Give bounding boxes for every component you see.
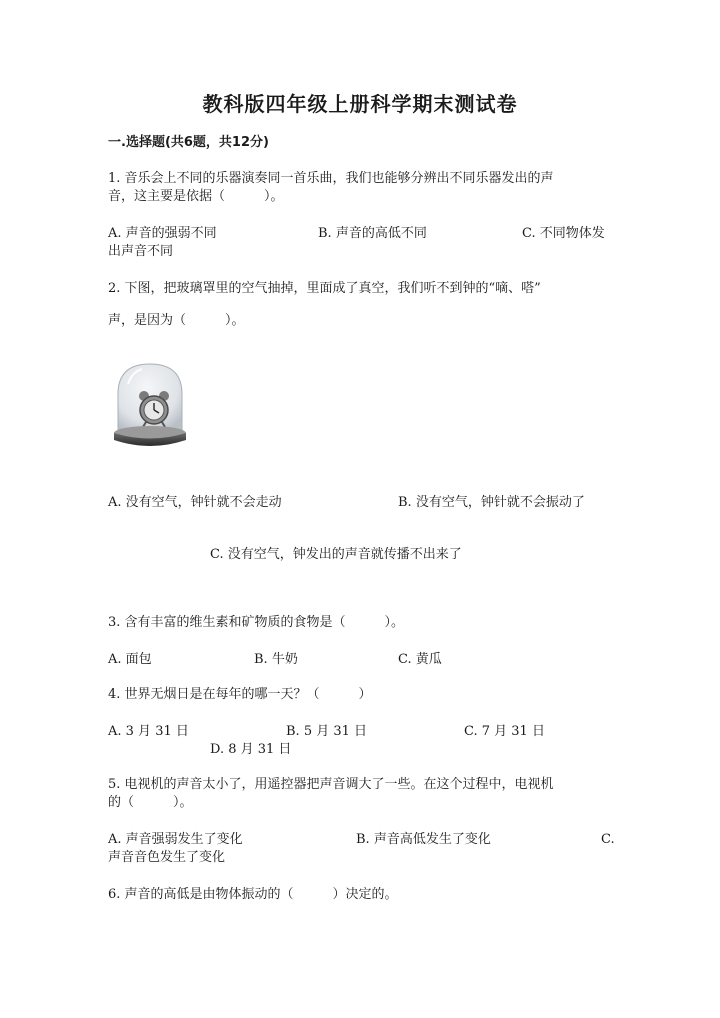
question-2-option-c: C. 没有空气，钟发出的声音就传播不出来了	[210, 547, 462, 562]
section-heading: 一.选择题(共6题，共12分)	[108, 135, 269, 150]
question-4-stem: 4. 世界无烟日是在每年的哪一天？（ ）	[108, 687, 372, 702]
question-1-option-c-continued: 出声音不同	[108, 244, 174, 259]
question-5-option-c: C.	[601, 832, 615, 847]
question-2-stem-line2: 声，是因为（ ）。	[108, 313, 245, 328]
question-5-option-a: A. 声音强弱发生了变化	[108, 832, 243, 847]
question-4-option-b: B. 5 月 31 日	[286, 724, 368, 739]
question-3-option-b: B. 牛奶	[254, 652, 298, 667]
question-6-stem: 6. 声音的高低是由物体振动的（ ）决定的。	[108, 887, 398, 902]
question-1-option-b: B. 声音的高低不同	[318, 226, 427, 241]
question-2-stem-line1: 2. 下图，把玻璃罩里的空气抽掉，里面成了真空，我们听不到钟的“嘀、嗒”	[108, 281, 541, 296]
question-5-option-b: B. 声音高低发生了变化	[356, 832, 491, 847]
question-2-option-b: B. 没有空气，钟针就不会振动了	[398, 495, 585, 510]
question-5-option-c-continued: 声音音色发生了变化	[108, 850, 226, 865]
question-1-option-c: C. 不同物体发	[522, 226, 605, 241]
question-4-option-d: D. 8 月 31 日	[210, 742, 292, 757]
question-3-option-a: A. 面包	[108, 652, 152, 667]
question-3-stem: 3. 含有丰富的维生素和矿物质的食物是（ ）。	[108, 615, 405, 630]
bell-jar-clock-figure	[108, 360, 192, 452]
question-4-option-c: C. 7 月 31 日	[464, 724, 545, 739]
page-title: 教科版四年级上册科学期末测试卷	[202, 92, 518, 116]
question-2-option-a: A. 没有空气，钟针就不会走动	[108, 495, 282, 510]
question-1-stem-line2: 音，这主要是依据（ ）。	[108, 189, 284, 204]
question-3-option-c: C. 黄瓜	[398, 652, 442, 667]
question-5-stem-line1: 5. 电视机的声音太小了，用遥控器把声音调大了一些。在这个过程中，电视机	[108, 777, 554, 792]
question-5-stem-line2: 的（ ）。	[108, 795, 193, 810]
question-1-stem-line1: 1. 音乐会上不同的乐器演奏同一首乐曲，我们也能够分辨出不同乐器发出的声	[108, 171, 554, 186]
question-4-option-a: A. 3 月 31 日	[108, 724, 189, 739]
question-1-option-a: A. 声音的强弱不同	[108, 226, 217, 241]
